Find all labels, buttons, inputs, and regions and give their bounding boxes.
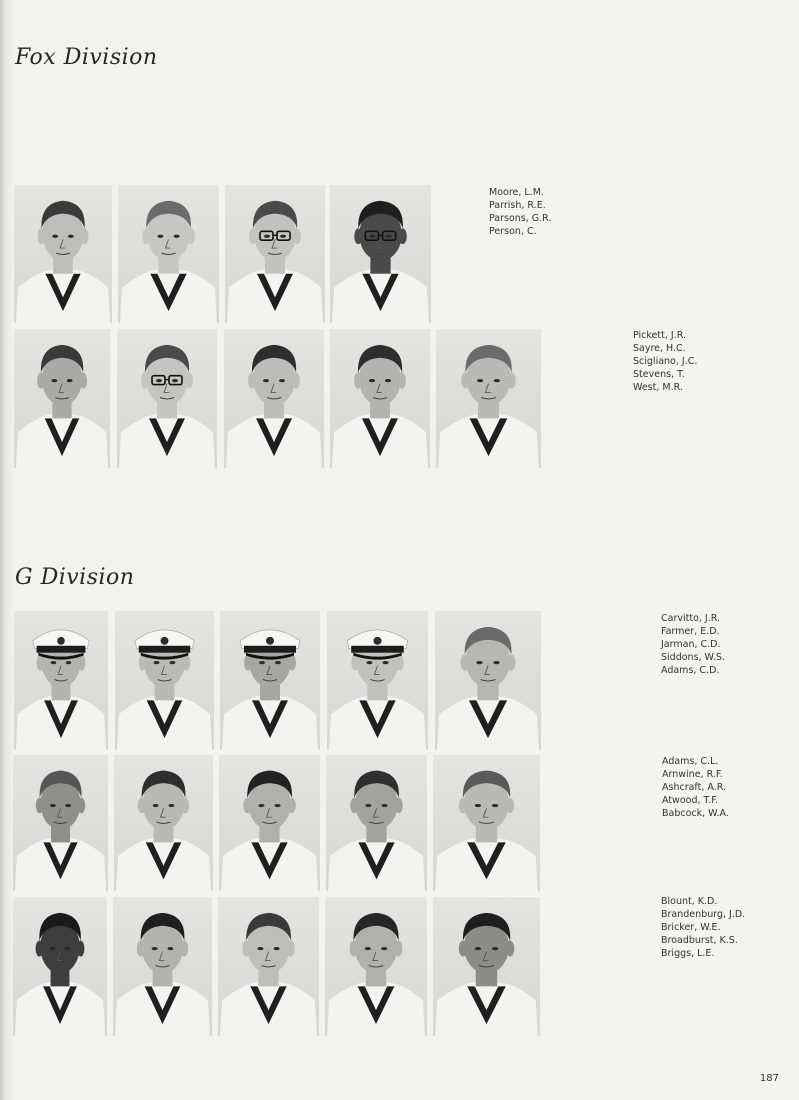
portrait-illustration xyxy=(14,329,110,468)
eye xyxy=(493,661,499,664)
eye xyxy=(366,661,372,664)
eye xyxy=(157,235,163,238)
portrait-photo xyxy=(330,329,430,468)
fox-division-title: Fox Division xyxy=(15,45,158,70)
portrait-illustration xyxy=(224,329,324,468)
portrait-photo xyxy=(220,611,320,750)
portrait-illustration xyxy=(433,755,540,891)
member-name: Blount, K.D. xyxy=(661,896,718,907)
portrait-illustration xyxy=(218,897,319,1036)
eye xyxy=(477,379,483,382)
member-name: Babcock, W.A. xyxy=(662,808,729,819)
uniform-jumper xyxy=(117,696,212,750)
member-name: Farmer, E.D. xyxy=(661,626,720,637)
member-name: Siddons, W.S. xyxy=(661,652,725,663)
eye xyxy=(369,235,375,238)
portrait-photo xyxy=(218,897,319,1036)
portrait-illustration xyxy=(219,755,320,891)
eye xyxy=(169,661,175,664)
portrait-photo xyxy=(13,897,107,1036)
member-name: Carvitto, J.R. xyxy=(661,613,721,624)
member-name: Sayre, H.C. xyxy=(633,343,686,354)
portrait-photo xyxy=(14,329,110,468)
uniform-jumper xyxy=(332,270,429,323)
portrait-illustration xyxy=(13,755,108,891)
eye xyxy=(275,661,281,664)
member-name: Adams, C.L. xyxy=(662,756,719,767)
member-name: Arnwine, R.F. xyxy=(662,769,723,780)
portrait-illustration xyxy=(115,611,214,750)
portrait-photo xyxy=(14,611,108,750)
eye xyxy=(494,379,500,382)
eye xyxy=(492,947,498,950)
member-name: Adams, C.D. xyxy=(661,665,720,676)
g-names-row-1 xyxy=(661,612,725,677)
portrait-photo xyxy=(118,185,219,323)
eye xyxy=(168,804,174,807)
uniform-jumper xyxy=(115,982,210,1036)
member-name: Pickett, J.R. xyxy=(633,330,686,341)
eye xyxy=(280,235,286,238)
eye xyxy=(279,379,285,382)
uniform-jumper xyxy=(16,414,108,468)
uniform-jumper xyxy=(221,839,318,891)
portrait-illustration xyxy=(114,755,213,891)
portrait-photo xyxy=(115,611,214,750)
eye xyxy=(65,804,71,807)
eye xyxy=(475,804,481,807)
g-names-row-2 xyxy=(662,755,729,820)
uniform-jumper xyxy=(16,270,110,323)
uniform-jumper xyxy=(15,982,105,1036)
cap-band xyxy=(244,646,296,653)
member-name: Bricker, W.E. xyxy=(661,922,721,933)
portrait-illustration xyxy=(330,185,431,323)
cap-badge xyxy=(57,637,65,645)
uniform-jumper xyxy=(438,414,539,468)
portrait-photo xyxy=(224,329,324,468)
portrait-photo xyxy=(326,755,427,891)
portrait-illustration xyxy=(326,755,427,891)
cap-badge xyxy=(373,637,381,645)
uniform-jumper xyxy=(222,696,318,750)
portrait-illustration xyxy=(433,897,540,1036)
eye xyxy=(365,947,371,950)
eye xyxy=(258,804,264,807)
portrait-photo xyxy=(225,185,325,323)
uniform-jumper xyxy=(332,414,428,468)
eye xyxy=(65,947,71,950)
uniform-jumper xyxy=(327,982,425,1036)
cap-band xyxy=(139,646,190,653)
cap-badge xyxy=(266,637,274,645)
cap-badge xyxy=(161,637,169,645)
member-name: West, M.R. xyxy=(633,382,683,393)
eye xyxy=(264,235,270,238)
uniform-jumper xyxy=(435,839,538,891)
member-name: Moore, L.M. xyxy=(489,187,544,198)
portrait-illustration xyxy=(435,611,541,750)
uniform-jumper xyxy=(226,414,322,468)
eye xyxy=(259,661,265,664)
member-name: Atwood, T.F. xyxy=(662,795,719,806)
portrait-photo xyxy=(435,611,541,750)
portrait-photo xyxy=(13,755,108,891)
eye xyxy=(263,379,269,382)
uniform-jumper xyxy=(220,982,317,1036)
uniform-jumper xyxy=(227,270,323,323)
member-name: Brandenburg, J.D. xyxy=(661,909,746,920)
eye xyxy=(50,947,56,950)
portrait-illustration xyxy=(327,611,428,750)
member-name: Person, C. xyxy=(489,226,537,237)
portrait-photo xyxy=(433,755,540,891)
member-name: Parsons, G.R. xyxy=(489,213,552,224)
g-division-title: G Division xyxy=(15,565,135,590)
portrait-photo xyxy=(113,897,212,1036)
eye xyxy=(476,661,482,664)
portrait-illustration xyxy=(330,329,430,468)
eye xyxy=(365,804,371,807)
eye xyxy=(154,661,160,664)
portrait-photo xyxy=(14,185,112,323)
eye xyxy=(381,947,387,950)
eye xyxy=(66,661,72,664)
portrait-photo xyxy=(325,897,427,1036)
member-name: Broadburst, K.S. xyxy=(661,935,738,946)
portrait-photo xyxy=(117,329,217,468)
eye xyxy=(67,379,73,382)
portrait-photo xyxy=(327,611,428,750)
portrait-photo xyxy=(114,755,213,891)
eye xyxy=(51,379,57,382)
portrait-illustration xyxy=(225,185,325,323)
eye xyxy=(156,379,162,382)
member-name: Briggs, L.E. xyxy=(661,948,715,959)
uniform-jumper xyxy=(328,839,425,891)
eye xyxy=(475,947,481,950)
portrait-illustration xyxy=(220,611,320,750)
eye xyxy=(382,804,388,807)
member-name: Ashcraft, A.R. xyxy=(662,782,726,793)
uniform-jumper xyxy=(120,270,217,323)
eye xyxy=(68,235,74,238)
eye xyxy=(386,235,392,238)
uniform-jumper xyxy=(437,696,539,750)
eye xyxy=(257,947,263,950)
portrait-illustration xyxy=(436,329,541,468)
member-name: Parrish, R.E. xyxy=(489,200,546,211)
uniform-jumper xyxy=(119,414,215,468)
page-number: 187 xyxy=(759,1073,779,1084)
portrait-illustration xyxy=(118,185,219,323)
portrait-illustration xyxy=(325,897,427,1036)
uniform-jumper xyxy=(116,839,211,891)
eye xyxy=(153,804,159,807)
fox-names-row-2 xyxy=(633,329,697,394)
member-name: Stevens, T. xyxy=(633,369,685,380)
eye xyxy=(172,379,178,382)
eye xyxy=(174,235,180,238)
eye xyxy=(152,947,158,950)
portrait-illustration xyxy=(14,185,112,323)
eye xyxy=(383,661,389,664)
portrait-photo xyxy=(330,185,431,323)
uniform-jumper xyxy=(16,696,106,750)
eye xyxy=(274,947,280,950)
portrait-photo xyxy=(436,329,541,468)
eye xyxy=(51,661,57,664)
eye xyxy=(275,804,281,807)
uniform-jumper xyxy=(435,982,538,1036)
uniform-jumper xyxy=(15,839,106,891)
eye xyxy=(385,379,391,382)
portrait-illustration xyxy=(113,897,212,1036)
eye xyxy=(492,804,498,807)
portrait-illustration xyxy=(14,611,108,750)
cap-band xyxy=(351,646,404,653)
eye xyxy=(50,804,56,807)
eye xyxy=(369,379,375,382)
portrait-illustration xyxy=(13,897,107,1036)
eye xyxy=(52,235,58,238)
fox-names-row-1 xyxy=(489,186,551,238)
cap-band xyxy=(37,646,86,653)
g-names-row-3 xyxy=(661,895,745,960)
uniform-jumper xyxy=(329,696,426,750)
portrait-photo xyxy=(433,897,540,1036)
portrait-photo xyxy=(219,755,320,891)
member-name: Scigliano, J.C. xyxy=(633,356,698,367)
member-name: Jarman, C.D. xyxy=(661,639,721,650)
eye xyxy=(167,947,173,950)
portrait-illustration xyxy=(117,329,217,468)
